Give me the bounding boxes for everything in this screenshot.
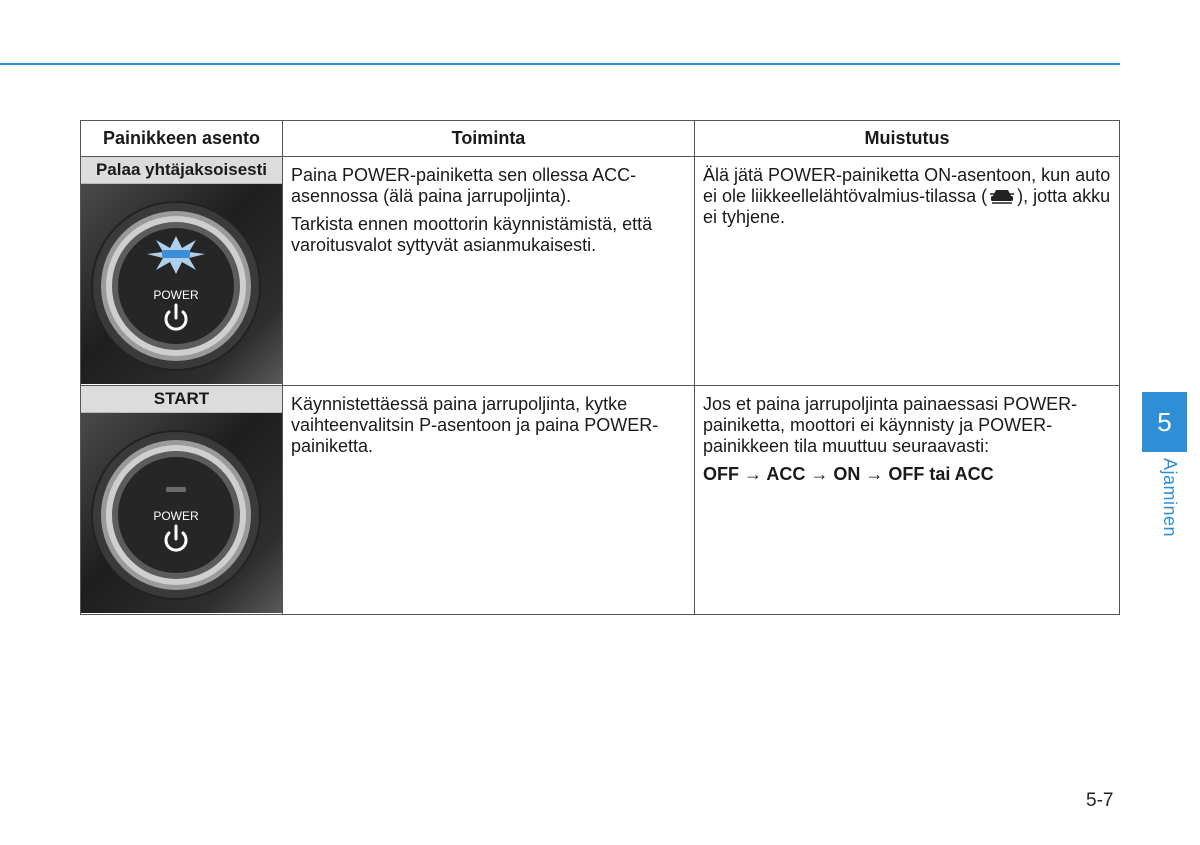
header-position: Painikkeen asento [81, 121, 283, 157]
car-ready-icon [989, 187, 1015, 205]
chapter-tab-label: Ajaminen [1160, 458, 1180, 538]
power-button-image-off [81, 413, 282, 613]
position-label: Palaa yhtäjaksoisesti [81, 157, 282, 184]
action-cell [283, 157, 695, 386]
note-text: Älä jätä POWER-painiketta ON-asentoon, kun auto ei ole liikkeellelähtövalmius-tilassa ( ), jotta akku ei tyhjene. [703, 165, 1111, 227]
position-cell [81, 157, 283, 386]
button-text: POWER [153, 288, 199, 302]
position-cell [81, 386, 283, 615]
table-row [81, 157, 1120, 386]
indicator-off-icon [166, 487, 186, 492]
note-text: Jos et paina jarrupoljinta painaessasi POWER-painiketta, moottori ei käynnisty ja POWER-painikkeen tila muuttuu seuraavasti: [703, 394, 1078, 456]
action-text: Paina POWER-painiketta sen ollessa ACC-asennossa (älä paina jarrupoljinta). [291, 165, 637, 206]
header-action: Toiminta [283, 121, 695, 157]
chapter-tab-number: 5 [1142, 392, 1187, 452]
button-text: POWER [153, 509, 199, 523]
action-cell [283, 386, 695, 615]
table-row [81, 386, 1120, 615]
power-button-image-lit [81, 184, 282, 384]
note-cell [695, 386, 1120, 615]
note-cell [695, 157, 1120, 386]
action-text: Tarkista ennen moottorin käynnistämistä, että varoitusvalot syttyvät asianmukaisesti. [291, 214, 653, 255]
power-button-table [80, 120, 1120, 615]
header-rule [0, 63, 1120, 65]
header-note: Muistutus [695, 121, 1120, 157]
action-text: Käynnistettäessä paina jarrupoljinta, kytke vaihteenvalitsin P-asentoon ja paina POWER-painiketta. [291, 394, 659, 456]
page-number: 5-7 [1086, 790, 1114, 811]
position-label: START [81, 386, 282, 413]
state-sequence: OFF → ACC → ON → OFF tai ACC [703, 464, 994, 484]
